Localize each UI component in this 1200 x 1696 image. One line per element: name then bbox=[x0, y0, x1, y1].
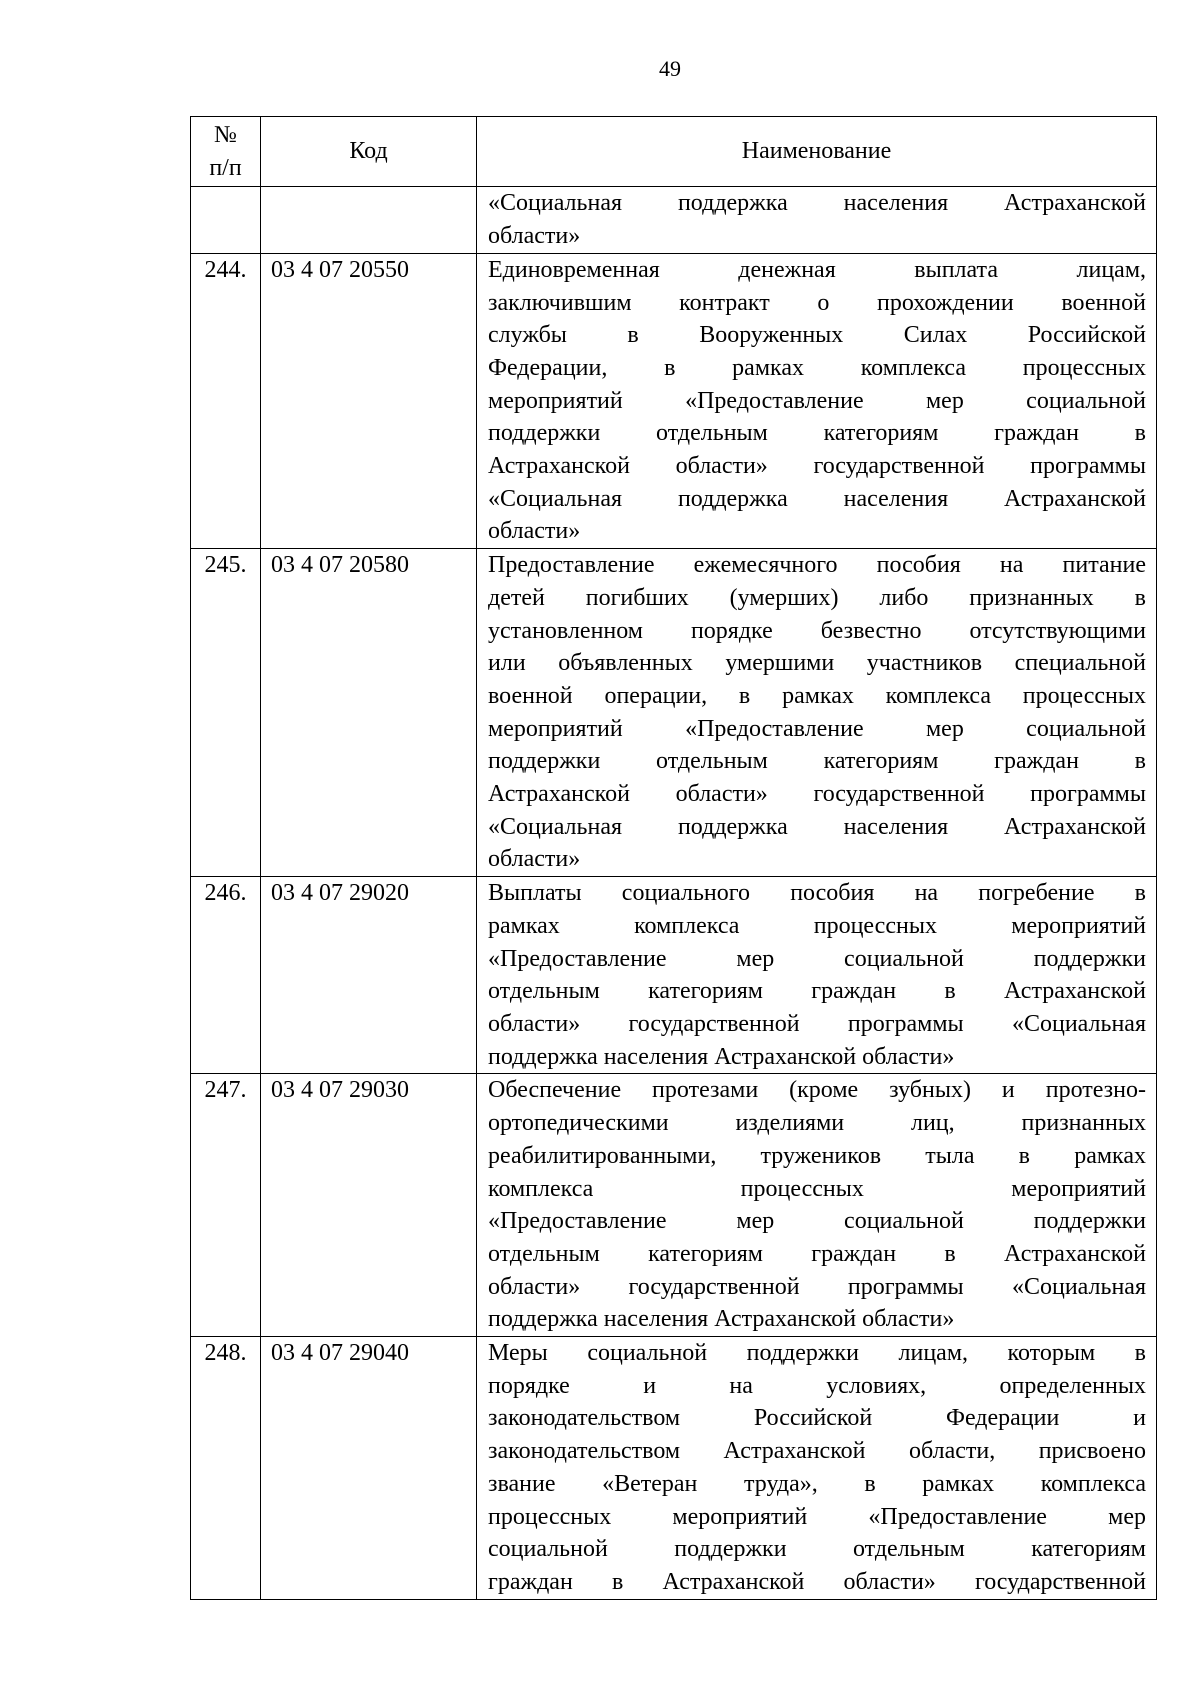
row-name bbox=[477, 549, 1157, 877]
page-number: 49 bbox=[659, 56, 681, 81]
row-name-line: «Социальная поддержка населения Астраханской bbox=[488, 485, 1146, 512]
row-name-line: Обеспечение протезами (кроме зубных) и протезно- bbox=[488, 1077, 1146, 1104]
row-name-line: порядке и на условиях, определенных bbox=[488, 1372, 1146, 1399]
header-num-line-2: п/п bbox=[209, 154, 242, 181]
row-name-line: Федерации, в рамках комплекса процессных bbox=[488, 354, 1146, 381]
row-code: 03 4 07 20580 bbox=[261, 549, 477, 877]
table-row bbox=[191, 1337, 1157, 1600]
row-name-line: поддержка населения Астраханской области» bbox=[488, 1306, 955, 1333]
table-header-row bbox=[191, 117, 1157, 187]
row-name bbox=[477, 253, 1157, 548]
row-name-line: законодательством Астраханской области, присвоено bbox=[488, 1438, 1146, 1465]
row-name bbox=[477, 1337, 1157, 1600]
table-row bbox=[191, 877, 1157, 1074]
table-row bbox=[191, 549, 1157, 877]
row-name-line: Меры социальной поддержки лицам, которым в bbox=[488, 1340, 1146, 1367]
row-name-line: области» bbox=[488, 518, 581, 545]
row-name-line: «Предоставление мер социальной поддержки bbox=[488, 1208, 1146, 1235]
row-name-line: комплекса процессных мероприятий bbox=[488, 1175, 1146, 1202]
row-name-line: ортопедическими изделиями лиц, признанных bbox=[488, 1110, 1146, 1137]
row-name-line: процессных мероприятий «Предоставление мер bbox=[488, 1503, 1146, 1530]
row-name-line: рамках комплекса процессных мероприятий bbox=[488, 912, 1146, 939]
row-name-line: отдельным категориям граждан в Астраханской bbox=[488, 1240, 1146, 1267]
row-code: 03 4 07 29040 bbox=[261, 1337, 477, 1600]
header-name: Наименование bbox=[477, 117, 1157, 187]
row-code bbox=[261, 187, 477, 253]
row-code: 03 4 07 29020 bbox=[261, 877, 477, 1074]
row-name-line: мероприятий «Предоставление мер социальной bbox=[488, 387, 1146, 414]
row-number: 245. bbox=[191, 549, 261, 877]
row-name-line: области» государственной программы «Социальная bbox=[488, 1273, 1146, 1300]
row-name bbox=[477, 877, 1157, 1074]
header-code: Код bbox=[261, 117, 477, 187]
row-name-line: Выплаты социального пособия на погребение в bbox=[488, 880, 1146, 907]
row-name-line: поддержка населения Астраханской области» bbox=[488, 1043, 955, 1070]
row-name-line: Астраханской области» государственной программы bbox=[488, 781, 1146, 808]
row-name-line: области» bbox=[488, 223, 581, 250]
table-row bbox=[191, 253, 1157, 548]
row-code: 03 4 07 20550 bbox=[261, 253, 477, 548]
row-number: 247. bbox=[191, 1074, 261, 1337]
table-body bbox=[191, 187, 1157, 1599]
table-row bbox=[191, 1074, 1157, 1337]
row-number: 246. bbox=[191, 877, 261, 1074]
row-number: 248. bbox=[191, 1337, 261, 1600]
row-number bbox=[191, 187, 261, 253]
row-name-line: военной операции, в рамках комплекса процессных bbox=[488, 682, 1146, 709]
row-name-line: службы в Вооруженных Силах Российской bbox=[488, 322, 1146, 349]
row-name-line: Предоставление ежемесячного пособия на питание bbox=[488, 552, 1146, 579]
table-row bbox=[191, 187, 1157, 253]
row-name-line: Единовременная денежная выплата лицам, bbox=[488, 256, 1146, 283]
row-name-line: социальной поддержки отдельным категориям bbox=[488, 1536, 1146, 1563]
row-name-line: детей погибших (умерших) либо признанных в bbox=[488, 584, 1146, 611]
row-name-line: установленном порядке безвестно отсутствующими bbox=[488, 617, 1146, 644]
classification-table bbox=[190, 116, 1157, 1600]
header-num bbox=[191, 117, 261, 187]
row-name bbox=[477, 1074, 1157, 1337]
row-name-line: области» государственной программы «Социальная bbox=[488, 1010, 1146, 1037]
row-name-line: реабилитированными, тружеников тыла в рамках bbox=[488, 1142, 1146, 1169]
row-name bbox=[477, 187, 1157, 253]
row-name-line: Астраханской области» государственной программы bbox=[488, 453, 1146, 480]
row-name-line: заключившим контракт о прохождении военной bbox=[488, 289, 1146, 316]
row-name-line: мероприятий «Предоставление мер социальной bbox=[488, 715, 1146, 742]
row-name-line: поддержки отдельным категориям граждан в bbox=[488, 420, 1146, 447]
header-num-line-1: № bbox=[214, 122, 237, 148]
row-code: 03 4 07 29030 bbox=[261, 1074, 477, 1337]
row-name-line: звание «Ветеран труда», в рамках комплекса bbox=[488, 1470, 1146, 1497]
row-name-line: граждан в Астраханской области» государственной bbox=[488, 1568, 1146, 1595]
row-number: 244. bbox=[191, 253, 261, 548]
row-name-line: «Социальная поддержка населения Астраханской bbox=[488, 813, 1146, 840]
row-name-line: области» bbox=[488, 846, 581, 873]
row-name-line: отдельным категориям граждан в Астраханской bbox=[488, 978, 1146, 1005]
row-name-line: или объявленных умершими участников специальной bbox=[488, 650, 1146, 677]
row-name-line: поддержки отдельным категориям граждан в bbox=[488, 748, 1146, 775]
row-name-line: «Предоставление мер социальной поддержки bbox=[488, 945, 1146, 972]
row-name-line: «Социальная поддержка населения Астраханской bbox=[488, 190, 1146, 217]
row-name-line: законодательством Российской Федерации и bbox=[488, 1405, 1146, 1432]
